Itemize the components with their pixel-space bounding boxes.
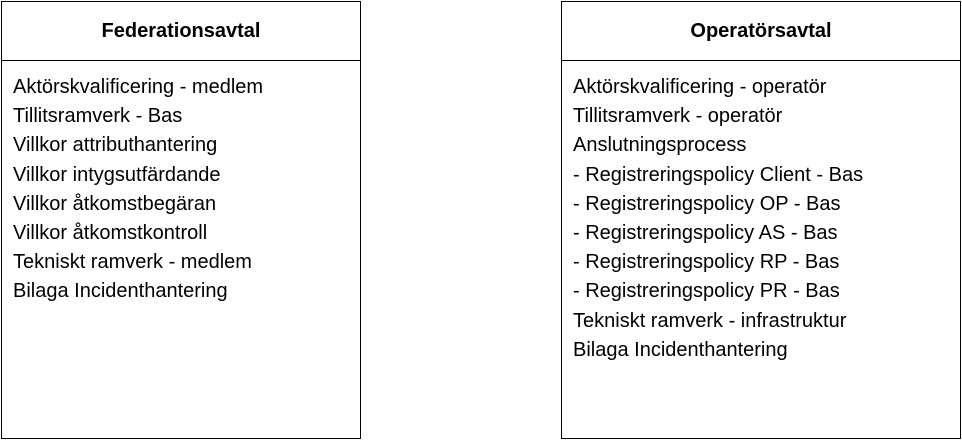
federationsavtal-box <box>1 1 361 439</box>
federationsavtal-title: Federationsavtal <box>2 2 360 61</box>
operatorsavtal-item: Anslutningsprocess <box>573 134 747 157</box>
operatorsavtal-box <box>561 1 961 439</box>
operatorsavtal-list <box>562 61 960 365</box>
operatorsavtal-item: Tillitsramverk - operatör <box>573 105 783 128</box>
federationsavtal-item: Tillitsramverk - Bas <box>13 105 183 128</box>
operatorsavtal-item: - Registreringspolicy RP - Bas <box>573 251 840 274</box>
federationsavtal-item: Aktörskvalificering - medlem <box>13 76 264 98</box>
federationsavtal-item: Villkor åtkomstkontroll <box>13 222 208 245</box>
operatorsavtal-item: - Registreringspolicy PR - Bas <box>573 280 840 303</box>
operatorsavtal-item: Aktörskvalificering - operatör <box>573 76 827 98</box>
operatorsavtal-item: - Registreringspolicy Client - Bas <box>573 163 864 186</box>
federationsavtal-item: Tekniskt ramverk - medlem <box>13 251 252 274</box>
federationsavtal-item: Villkor attributhantering <box>13 134 218 157</box>
operatorsavtal-title: Operatörsavtal <box>562 2 960 61</box>
federationsavtal-item: Bilaga Incidenthantering <box>13 280 228 303</box>
operatorsavtal-item: - Registreringspolicy OP - Bas <box>573 192 841 215</box>
operatorsavtal-item: Tekniskt ramverk - infrastruktur <box>573 309 847 332</box>
operatorsavtal-item: Bilaga Incidenthantering <box>573 338 788 361</box>
federationsavtal-item: Villkor intygsutfärdande <box>13 163 221 186</box>
operatorsavtal-item: - Registreringspolicy AS - Bas <box>573 222 838 245</box>
federationsavtal-list <box>2 61 360 307</box>
federationsavtal-item: Villkor åtkomstbegäran <box>13 192 217 215</box>
